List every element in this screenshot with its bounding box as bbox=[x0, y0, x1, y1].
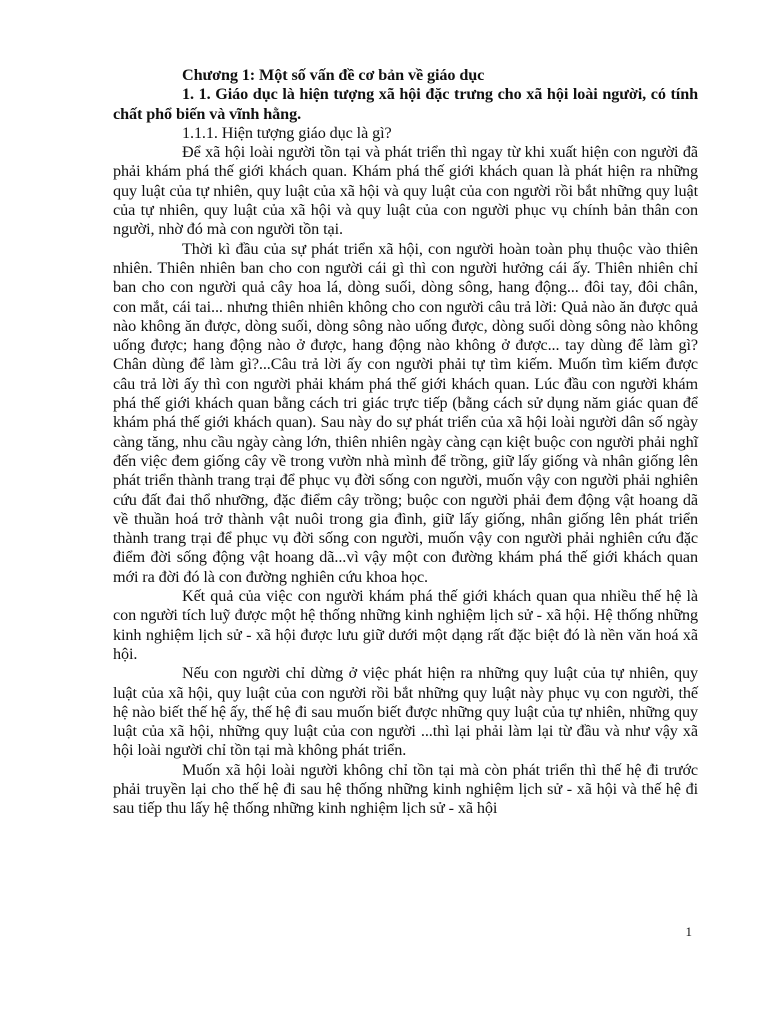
paragraph-2: Thời kì đầu của sự phát triển xã hội, con người hoàn toàn phụ thuộc vào thiên nhiên. Thiên nhiên ban cho con người cái gì thì con người hưởng cái ấy. Thiên nhiên chỉ ban cho con người quả cây hoa lá, dòng suối, dòng sông, hang động... đôi tay, đôi chân, con mắt, cái tai... nhưng thiên nhiên không cho con người câu trả lời: Quả nào ăn được quả nào không ăn được, dòng suối, dòng sông nào uống được, dòng suối dòng sông nào không uống được; hang động nào ở được, hang động nào không ở được... tay dùng để làm gì? Chân dùng để làm gì?...Câu trả lời ấy con người phải tự tìm kiếm. Muốn tìm kiếm được câu trả lời ấy thì con người phải khám phá thế giới khách quan. Lúc đầu con người khám phá thế giới khách quan bằng cách tri giác trực tiếp (bằng cách sử dụng năm giác quan để khám phá thế giới khách quan). Sau này do sự phát triển của xã hội loài người dân số ngày càng tăng, nhu cầu ngày càng lớn, thiên nhiên ngày càng cạn kiệt buộc con người phải nghĩ đến việc đem giống cây về trong vườn nhà mình để trồng, giữ lấy giống và nhân giống lên phát triển thành trang trại để phục vụ đời sống con người, muốn vậy con người phải nghiên cứu đất đai thổ nhưỡng, đặc điểm cây trồng; buộc con người phải đem động vật hoang dã về thuần hoá trở thành vật nuôi trong gia đình, giữ lấy giống, nhân giống lên phát triển thành trang trại để phục vụ đời sống con người, muốn vậy con người phải nghiên cứu đặc điểm đời sống động vật hoang dã...vì vậy một con đường khám phá thế giới khách quan mới ra đời đó là con đường nghiên cứu khoa học. bbox=[113, 239, 698, 586]
section-heading: 1. 1. Giáo dục là hiện tượng xã hội đặc trưng cho xã hội loài người, có tính chất phổ biến và vĩnh hằng. bbox=[113, 85, 698, 123]
document-body bbox=[113, 66, 698, 819]
paragraph-4: Nếu con người chỉ dừng ở việc phát hiện ra những quy luật của tự nhiên, quy luật của xã hội, quy luật của con người rồi bắt những quy luật này phục vụ con người, thế hệ nào biết thế hệ ấy, thế hệ đi sau muốn biết được những quy luật của tự nhiên, những quy luật của xã hội, những quy luật của con người ...thì lại phải làm lại từ đầu và như vậy xã hội loài người chỉ tồn tại mà không phát triển. bbox=[113, 664, 698, 760]
paragraph-1: Để xã hội loài người tồn tại và phát triển thì ngay từ khi xuất hiện con người đã phải khám phá thế giới khách quan. Khám phá thế giới khách quan là phát hiện ra những quy luật của tự nhiên, quy luật của xã hội và quy luật của con người rồi bắt những quy luật của tự nhiên, quy luật của xã hội và quy luật của con người phục vụ chính bản thân con người, nhờ đó mà con người tồn tại. bbox=[113, 143, 698, 239]
subsection-heading: 1.1.1. Hiện tượng giáo dục là gì? bbox=[182, 123, 392, 142]
chapter-title: Chương 1: Một số vấn đề cơ bản về giáo dục bbox=[182, 66, 485, 84]
paragraph-5: Muốn xã hội loài người không chỉ tồn tại mà còn phát triển thì thế hệ đi trước phải truyền lại cho thế hệ đi sau hệ thống những kinh nghiệm lịch sử - xã hội và thế hệ đi sau tiếp thu lấy hệ thống những kinh nghiệm lịch sử - xã hội bbox=[113, 760, 698, 818]
paragraph-3: Kết quả của việc con người khám phá thế giới khách quan qua nhiều thế hệ là con người tích luỹ được một hệ thống những kinh nghiệm lịch sử - xã hội. Hệ thống những kinh nghiệm lịch sử - xã hội được lưu giữ dưới một dạng rất đặc biệt đó là nền văn hoá xã hội. bbox=[113, 587, 698, 663]
page-number: 1 bbox=[685, 924, 692, 939]
